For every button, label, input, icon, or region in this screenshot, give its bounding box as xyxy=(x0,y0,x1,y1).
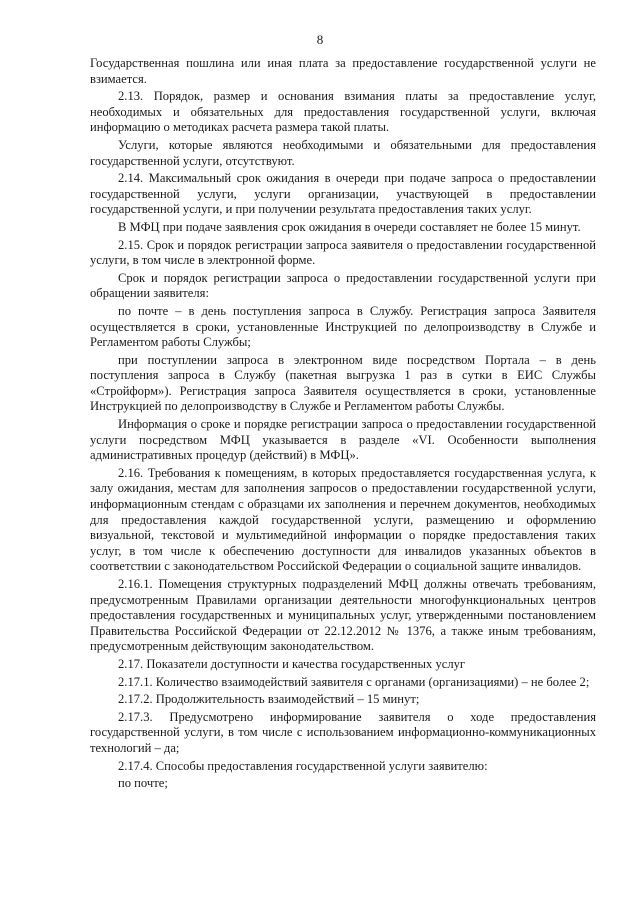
paragraph-2-13: 2.13. Порядок, размер и основания взимания платы за предоставление услуг, необходимых и обязательных для предоставления государственной услуги, включая информацию о методиках расчета размера такой платы. xyxy=(90,89,596,135)
paragraph-by-mail-method: по почте; xyxy=(118,776,168,791)
paragraph-mfc-info: Информация о сроке и порядке регистрации запроса о предоставлении государственной услуги посредством МФЦ указывается в разделе «VI. Особенности выполнения административных процедур (действий) в МФЦ». xyxy=(90,417,596,463)
paragraph-2-16: 2.16. Требования к помещениям, в которых предоставляется государственная услуга, к залу ожидания, местам для заполнения запросов о предоставлении государственной услуги, информационным стендам с образцами их заполнения и перечнем документов, необходимых для предоставления каждой государственной услуги, размещению и оформлению визуальной, текстовой и мультимедийной информации о порядке предоставления таких услуг, в том числе к обеспечению доступности для инвалидов указанных объектов в соответствии с законодательством Российской Федерации о социальной защите инвалидов. xyxy=(90,465,596,574)
paragraph-2-17-1: 2.17.1. Количество взаимодействий заявителя с органами (организациями) – не более 2; xyxy=(118,674,590,689)
paragraph-2-17-2: 2.17.2. Продолжительность взаимодействий – 15 минут; xyxy=(118,692,420,707)
paragraph-2-17-4: 2.17.4. Способы предоставления государственной услуги заявителю: xyxy=(118,758,488,773)
paragraph-electronic: при поступлении запроса в электронном виде посредством Портала – в день поступления запроса в Службу (пакетная выгрузка 1 раз в сутки в ЕИС Службы «Стройформ»). Регистрация запроса Заявителя осуществляется в сроки, установленные Инструкцией по делопроизводству в Службе и Регламентом работы Службы. xyxy=(90,352,596,414)
paragraph-registration-order: Срок и порядок регистрации запроса о предоставлении государственной услуги при обращении заявителя: xyxy=(90,270,596,301)
paragraph-2-16-1: 2.16.1. Помещения структурных подразделений МФЦ должны отвечать требованиям, предусмотренным Правилами организации деятельности многофункциональных центров предоставления государственных и муниципальных услуг, утвержденными постановлением Правительства Российской Федерации от 22.12.2012 № 1376, а также иным требованиям, предусмотренным действующим законодательством. xyxy=(90,577,596,654)
paragraph-2-15: 2.15. Срок и порядок регистрации запроса заявителя о предоставлении государственной услуги, в том числе в электронной форме. xyxy=(90,237,596,268)
paragraph-mfc-wait-time: В МФЦ при подаче заявления срок ожидания в очереди составляет не более 15 минут. xyxy=(118,219,581,234)
document-body xyxy=(90,56,596,794)
paragraph-fee-not-charged: Государственная пошлина или иная плата за предоставление государственной услуги не взимается. xyxy=(90,56,596,86)
paragraph-2-14: 2.14. Максимальный срок ожидания в очереди при подаче запроса о предоставлении государственной услуги, услуги организации, участвующей в предоставлении государственной услуги, и при получении результата предоставления таких услуг. xyxy=(90,171,596,217)
page-number: 8 xyxy=(316,32,324,47)
paragraph-2-17-3: 2.17.3. Предусмотрено информирование заявителя о ходе предоставления государственной услуги, в том числе с использованием информационно-коммуникационных технологий – да; xyxy=(90,709,596,755)
paragraph-2-17: 2.17. Показатели доступности и качества государственных услуг xyxy=(118,656,466,671)
paragraph-by-mail: по почте – в день поступления запроса в Службу. Регистрация запроса Заявителя осуществляется в сроки, установленные Инструкцией по делопроизводству в Службе и Регламентом работы Службы; xyxy=(90,303,596,350)
paragraph-required-services: Услуги, которые являются необходимыми и обязательными для предоставления государственной услуги, отсутствуют. xyxy=(90,137,596,168)
